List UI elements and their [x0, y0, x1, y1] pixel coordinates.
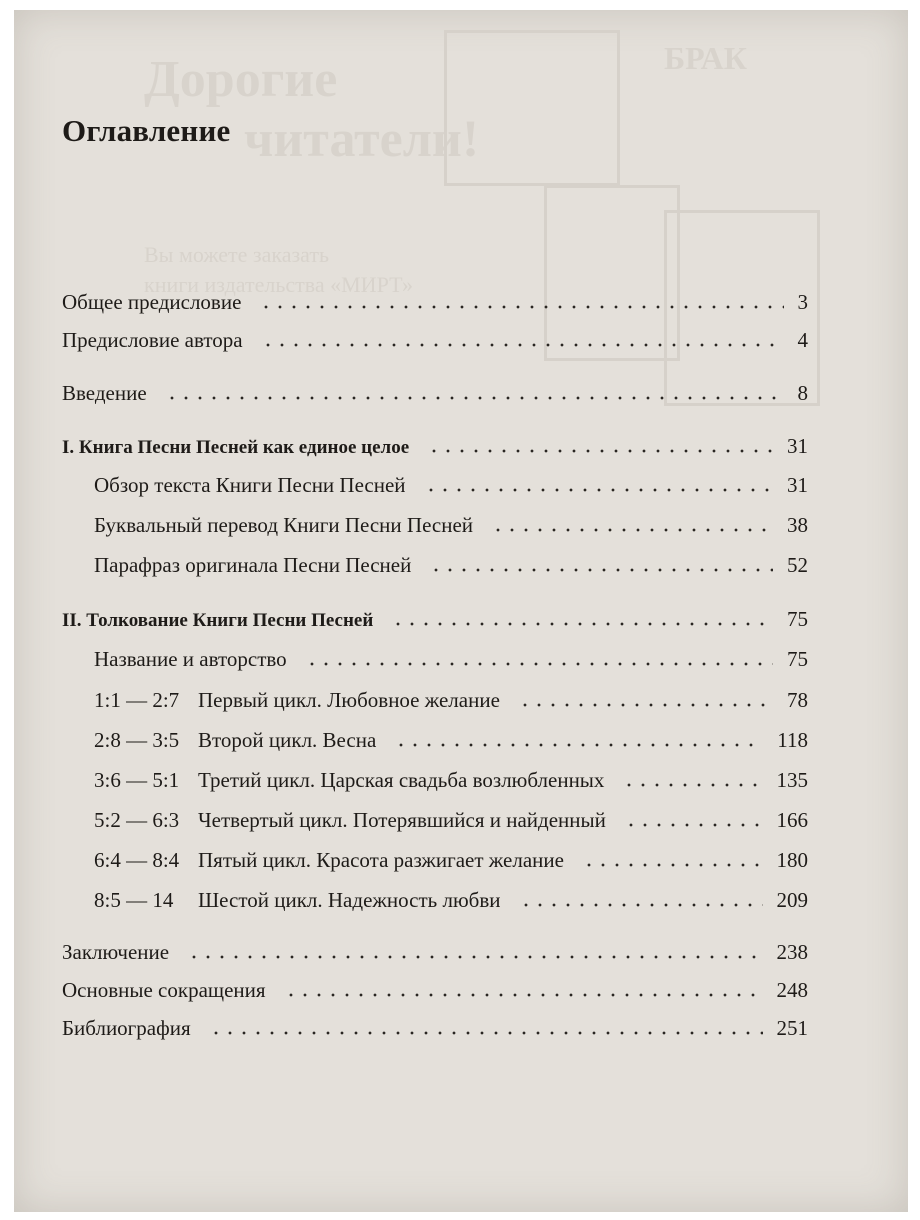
- toc-entry-cycle-2[interactable]: [94, 724, 808, 756]
- toc-entry-label: Четвертый цикл. Потерявшийся и найденный: [198, 808, 606, 832]
- verse-range: 2:8 — 3:5: [94, 728, 180, 752]
- dot-leader: [427, 449, 773, 453]
- toc-entry-paraphrase[interactable]: [94, 549, 808, 581]
- bleed-book-cover-1: [444, 30, 620, 186]
- toc-page-number: 8: [797, 381, 808, 405]
- dot-leader: [261, 343, 784, 347]
- dot-leader: [305, 662, 773, 666]
- toc-entry-abbreviations[interactable]: [62, 974, 808, 1006]
- dot-leader: [391, 622, 773, 626]
- toc-page-number: 31: [787, 473, 808, 497]
- toc-entry-label: Второй цикл. Весна: [198, 728, 377, 752]
- verse-range: 8:5 — 14: [94, 888, 174, 912]
- verse-range: 6:4 — 8:4: [94, 848, 180, 872]
- toc-page-number: 52: [787, 553, 808, 577]
- toc-entry-introduction[interactable]: [62, 377, 808, 409]
- verse-range: 1:1 — 2:7: [94, 688, 180, 712]
- toc-entry-conclusion[interactable]: [62, 936, 808, 968]
- toc-entry-label: Парафраз оригинала Песни Песней: [94, 553, 412, 577]
- toc-entry-label: Заключение: [62, 940, 170, 964]
- bleed-line-2: книги издательства «МИРТ»: [144, 272, 413, 297]
- toc-page-number: 135: [776, 768, 808, 792]
- dot-leader: [187, 955, 762, 959]
- dot-leader: [429, 568, 773, 572]
- toc-entry-label: Буквальный перевод Книги Песни Песней: [94, 513, 474, 537]
- bleed-heading-1: Дорогие: [144, 51, 338, 108]
- toc-page-number: 75: [787, 647, 808, 671]
- toc-entry-label: Обзор текста Книги Песни Песней: [94, 473, 406, 497]
- verse-range: 5:2 — 6:3: [94, 808, 180, 832]
- dot-leader: [165, 396, 784, 400]
- dot-leader: [582, 863, 763, 867]
- page-title: Оглавление: [62, 113, 231, 148]
- bleed-line-1: Вы можете заказать: [144, 242, 329, 267]
- toc-entry-label: Введение: [62, 381, 147, 405]
- dot-leader: [424, 488, 773, 492]
- toc-entry-cycle-4[interactable]: [94, 804, 808, 836]
- toc-entry-general-preface[interactable]: [62, 286, 808, 318]
- toc-page-number: 38: [787, 513, 808, 537]
- toc-entry-label: Первый цикл. Любовное желание: [198, 688, 500, 712]
- toc-page-number: 209: [776, 888, 808, 912]
- toc-entry-author-preface[interactable]: [62, 324, 808, 356]
- toc-page-number: 3: [797, 290, 808, 314]
- dot-leader: [491, 528, 773, 532]
- toc-entry-bibliography[interactable]: [62, 1012, 808, 1044]
- toc-entry-cycle-3[interactable]: [94, 764, 808, 796]
- toc-page-number: 118: [777, 728, 808, 752]
- toc-entry-label: Название и авторство: [94, 647, 287, 671]
- toc-entry-cycle-6[interactable]: [94, 884, 808, 916]
- toc-page-number: 180: [776, 848, 808, 872]
- toc-page-number: 4: [797, 328, 808, 352]
- bleed-heading-2: читатели!: [244, 111, 480, 168]
- toc-page-number: 166: [776, 808, 808, 832]
- toc-entry-label: Основные сокращения: [62, 978, 266, 1002]
- toc-entry-cycle-5[interactable]: [94, 844, 808, 876]
- toc-entry-text-overview[interactable]: [94, 469, 808, 501]
- toc-entry-label: Пятый цикл. Красота разжигает желание: [198, 848, 564, 872]
- toc-entry-label: Библиография: [62, 1016, 191, 1040]
- toc-entry-label: II. Толкование Книги Песни Песней: [62, 610, 374, 631]
- dot-leader: [622, 783, 762, 787]
- toc-page-number: 238: [776, 940, 808, 964]
- toc-page-number: 75: [787, 607, 808, 631]
- toc-entry-label: Шестой цикл. Надежность любви: [198, 888, 501, 912]
- toc-page-number: 251: [776, 1016, 808, 1040]
- book-page: [14, 10, 908, 1212]
- toc-entry-title-authorship[interactable]: [94, 643, 808, 675]
- toc-page-number: 31: [787, 434, 808, 458]
- dot-leader: [394, 743, 763, 747]
- toc-entry-part-1[interactable]: [62, 430, 808, 462]
- toc-entry-label: I. Книга Песни Песней как единое целое: [62, 437, 410, 458]
- dot-leader: [284, 993, 763, 997]
- toc-page-number: 248: [776, 978, 808, 1002]
- toc-entry-cycle-1[interactable]: [94, 684, 808, 716]
- dot-leader: [624, 823, 763, 827]
- toc-entry-label: Третий цикл. Царская свадьба возлюбленных: [198, 768, 605, 792]
- dot-leader: [518, 703, 773, 707]
- dot-leader: [259, 305, 783, 309]
- toc-entry-label: Предисловие автора: [62, 328, 243, 352]
- dot-leader: [209, 1031, 763, 1035]
- toc-page-number: 78: [787, 688, 808, 712]
- dot-leader: [519, 903, 763, 907]
- toc-entry-part-2[interactable]: [62, 603, 808, 635]
- toc-entry-label: Общее предисловие: [62, 290, 242, 314]
- bleed-stamp: БРАК: [664, 40, 747, 76]
- toc-entry-literal-translation[interactable]: [94, 509, 808, 541]
- verse-range: 3:6 — 5:1: [94, 768, 180, 792]
